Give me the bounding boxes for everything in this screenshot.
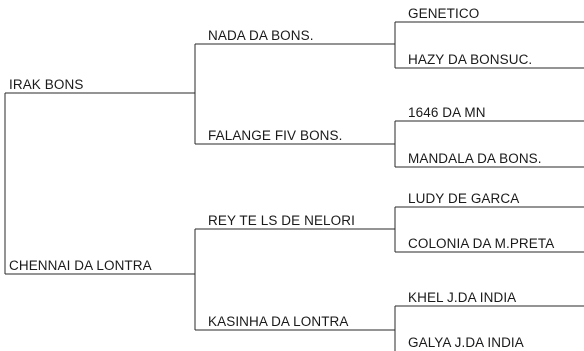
animal-kasinha-da-lontra: KASINHA DA LONTRA [208,314,349,329]
animal-ludy-de-garca: LUDY DE GARCA [408,191,520,206]
animal-mandala-da-bons: MANDALA DA BONS. [408,151,542,166]
animal-genetico: GENETICO [408,6,480,21]
animal-nada-da-bons: NADA DA BONS. [208,28,314,43]
animal-rey-te-ls-de-nelori: REY TE LS DE NELORI [208,213,355,228]
animal-khel-j-da-india: KHEL J.DA INDIA [408,290,517,305]
animal-falange-fiv-bons: FALANGE FIV BONS. [208,128,343,143]
animal-hazy-da-bonsuc: HAZY DA BONSUC. [408,52,533,67]
animal-irak-bons: IRAK BONS [9,77,84,92]
animal-chennai-da-lontra: CHENNAI DA LONTRA [9,258,152,273]
animal-galya-j-da-india: GALYA J.DA INDIA [408,335,524,350]
animal-1646-da-mn: 1646 DA MN [408,105,486,120]
animal-colonia-da-m-preta: COLONIA DA M.PRETA [408,236,555,251]
